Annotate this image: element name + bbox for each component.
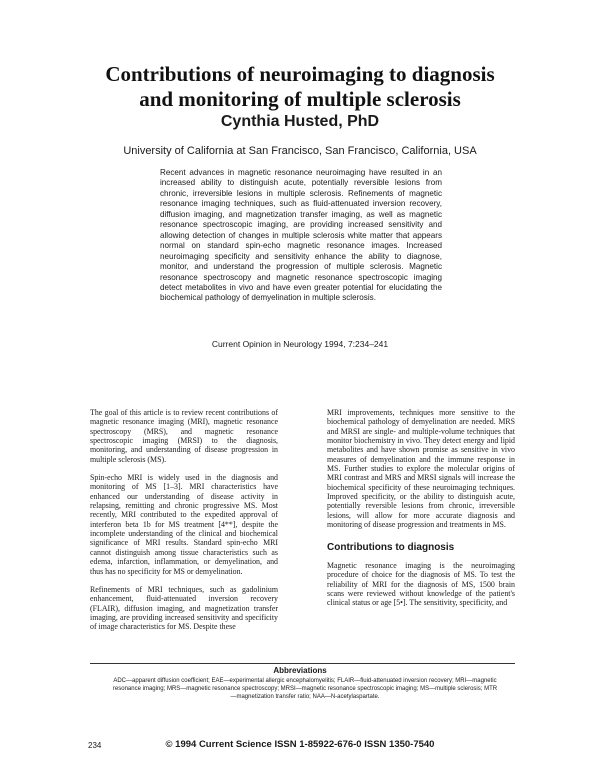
- abbreviations-divider: [90, 663, 515, 664]
- copyright-line: © 1994 Current Science ISSN 1-85922-676-0 ISSN 1350-7540: [165, 739, 435, 750]
- abbreviations-title: Abbreviations: [273, 666, 327, 675]
- article-title-line-1: Contributions of neuroimaging to diagnosis: [105, 62, 495, 86]
- body-paragraph: Magnetic resonance imaging is the neuroimaging procedure of choice for the diagnosis of MS. To test the reliability of MRI for the diagnosis of MS, 1500 brain scans were reviewed without knowledge of the patient's clinical status or age [5•]. The sensitivity, specificity, and: [327, 560, 515, 608]
- body-column-right: [327, 408, 515, 617]
- article-title: [0, 62, 600, 112]
- author-affiliation: University of California at San Francisco, San Francisco, California, USA: [123, 145, 477, 157]
- body-paragraph: Spin-echo MRI is widely used in the diagnosis and monitoring of MS [1–3]. MRI characteristics have enhanced our understanding of disease activity in relapsing, remitting and chronic progressive MS. Most recently, MRI contributed to the expedited approval of interferon beta 1b for MS treatment [4**], despite the incomplete understanding of the clinical and biochemical significance of MRI results. Standard spin-echo MRI cannot distinguish among tissue characteristics such as edema, infarction, inflammation, or demyelination, and thus has no specificity for MS or demyelination.: [90, 473, 278, 576]
- page-number: 234: [88, 741, 102, 750]
- body-column-left: [90, 408, 278, 641]
- body-paragraph: The goal of this article is to review recent contributions of magnetic resonance imaging (MRI), magnetic resonance spectroscopy (MRS), and magnetic resonance spectroscopic imaging (MRSI) to the diagnosis, monitoring, and understanding of disease progression in multiple sclerosis (MS).: [90, 408, 278, 464]
- journal-citation: Current Opinion in Neurology 1994, 7:234–241: [211, 339, 389, 349]
- body-paragraph: MRI improvements, techniques more sensitive to the biochemical pathology of demyelination are needed. MRS and MRSI are single- and multiple-volume techniques that monitor biochemistry in vivo. They detect energy and lipid metabolites and have shown promise as sensitive in vivo measures of demyelination and the immune response in MS. Further studies to explore the molecular origins of MRI contrast and MRS and MRSI signals will increase the biochemical specificity of these neuroimaging techniques. Improved specificity, or the ability to distinguish acute, potentially reversible lesions from chronic, irreversible lesions, will allow for more accurate diagnosis and monitoring of disease progression and treatments in MS.: [327, 408, 515, 530]
- abstract: Recent advances in magnetic resonance neuroimaging have resulted in an increased ability to distinguish acute, potentially reversible lesions from chronic, irreversible lesions in multiple sclerosis. Refinements of magnetic resonance imaging techniques, such as fluid-attenuated inversion recovery, diffusion imaging, and magnetization transfer imaging, as well as magnetic resonance spectroscopic imaging, are providing increased sensitivity and allowing detection of changes in multiple sclerosis white matter that appears normal on standard spin-echo magnetic resonance images. Increased neuroimaging specificity and sensitivity enhance the ability to diagnose, monitor, and understand the progression of multiple sclerosis. Magnetic resonance spectroscopy and magnetic resonance spectroscopic imaging detect metabolites in vivo and have even greater potential for elucidating the biochemical pathology of demyelination in multiple sclerosis.: [160, 168, 442, 303]
- article-title-line-2: and monitoring of multiple sclerosis: [139, 87, 461, 111]
- section-heading: Contributions to diagnosis: [327, 542, 455, 554]
- body-paragraph: Refinements of MRI techniques, such as gadolinium enhancement, fluid-attenuated inversion recovery (FLAIR), diffusion imaging, and magnetization transfer imaging, are providing increased sensitivity and specificity of image characteristics for MS. Despite these: [90, 584, 278, 632]
- abbreviations-text: ADC—apparent diffusion coefficient; EAE—experimental allergic encephalomyelitis; FLAIR—fluid-attenuated inversion recovery; MRI—magnetic resonance imaging; MRS—magnetic resonance spectroscopy; MRSI—magnetic resonance spectroscopic imaging; MS—multiple sclerosis; MTR—magnetization transfer ratio; NAA—N-acetylaspartate.: [112, 678, 498, 700]
- author-name: Cynthia Husted, PhD: [220, 113, 380, 130]
